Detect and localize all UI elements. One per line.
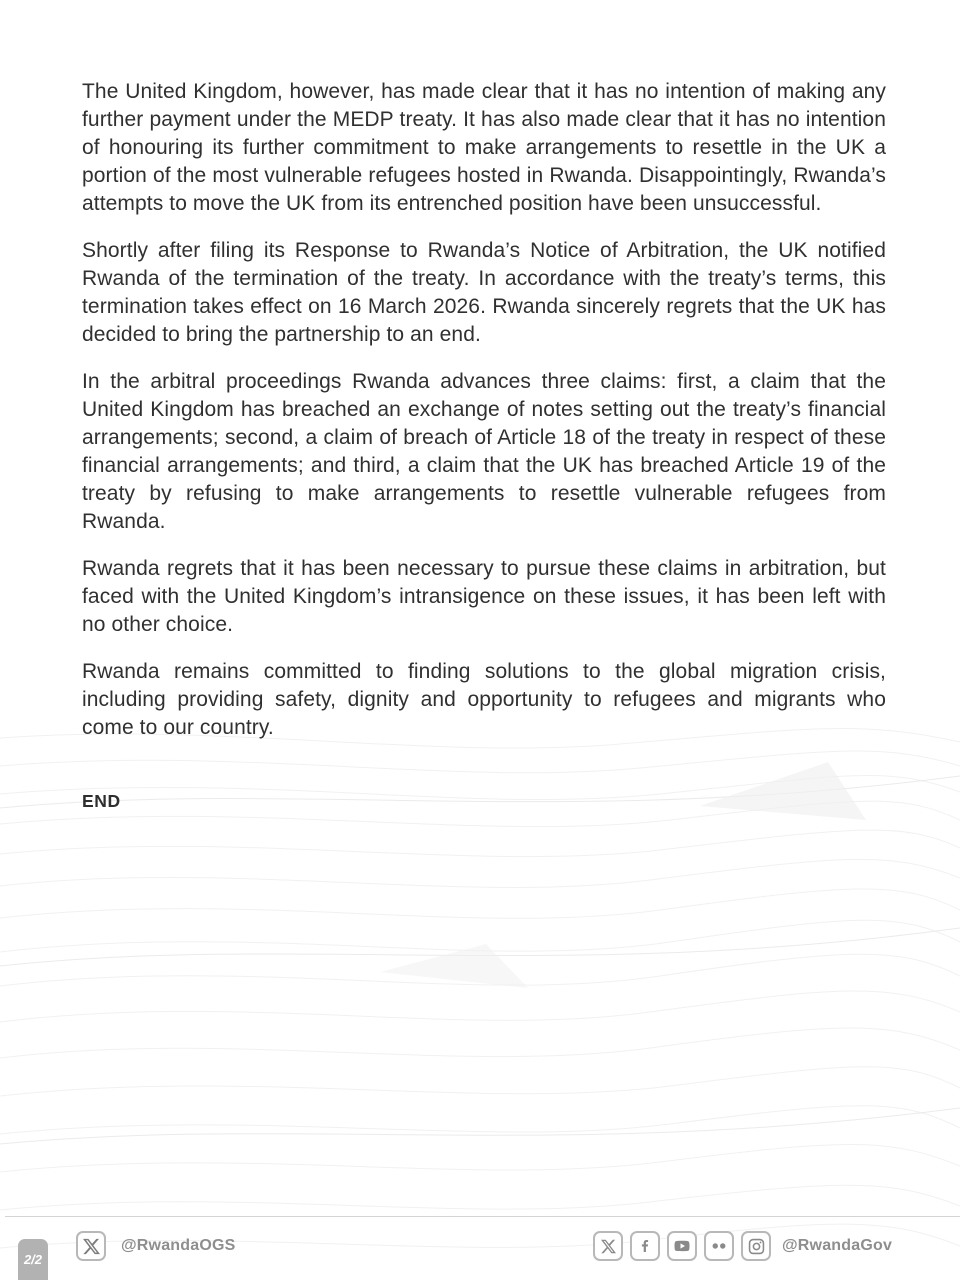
x-twitter-icon[interactable] bbox=[76, 1231, 106, 1261]
body-paragraph: Rwanda remains committed to finding solutions to the global migration crisis, including providing safety, dignity and opportunity to refugees and migrants who come to our country. bbox=[82, 660, 886, 739]
instagram-icon[interactable] bbox=[741, 1231, 771, 1261]
flickr-icon[interactable] bbox=[704, 1231, 734, 1261]
footer-social-right bbox=[593, 1230, 892, 1262]
page-number-badge: 2/2 bbox=[18, 1239, 48, 1280]
x-twitter-glyph bbox=[601, 1239, 616, 1254]
body-paragraph: The United Kingdom, however, has made clear that it has no intention of making any further payment under the MEDP treaty. It has also made clear that it has no intention of honouring its further commitment to make arrangements to resettle in the UK a portion of the most vulnerable refugees hosted in Rwanda. Disappointingly, Rwanda’s attempts to move the UK from its entrenched position have been unsuccessful. bbox=[82, 80, 886, 215]
youtube-icon[interactable] bbox=[667, 1231, 697, 1261]
x-twitter-glyph bbox=[83, 1238, 100, 1255]
footer-divider bbox=[5, 1216, 960, 1217]
social-handle-rwandaogs[interactable]: @RwandaOGS bbox=[121, 1237, 236, 1254]
social-handle-rwandagov[interactable]: @RwandaGov bbox=[782, 1237, 893, 1254]
x-twitter-icon[interactable] bbox=[593, 1231, 623, 1261]
body-paragraph: Rwanda regrets that it has been necessary to pursue these claims in arbitration, but faced with the United Kingdom’s intransigence on these issues, it has been left with no other choice. bbox=[82, 557, 886, 636]
youtube-glyph bbox=[673, 1237, 691, 1255]
body-paragraph: In the arbitral proceedings Rwanda advances three claims: first, a claim that the United Kingdom has breached an exchange of notes setting out the treaty’s financial arrangements; second, a claim of breach of Article 18 of the treaty in respect of these financial arrangements; and third, a claim that the UK has breached Article 19 of the treaty by refusing to make arrangements to resettle vulnerable refugees from Rwanda. bbox=[82, 370, 886, 533]
footer-social-left bbox=[76, 1230, 236, 1262]
body-paragraph: Shortly after filing its Response to Rwanda’s Notice of Arbitration, the UK notified Rwanda of the termination of the treaty. In accordance with the treaty’s terms, this termination takes effect on 16 March 2026. Rwanda sincerely regrets that the UK has decided to bring the partnership to an end. bbox=[82, 239, 886, 346]
end-marker: END bbox=[82, 791, 121, 811]
document-body bbox=[82, 78, 886, 812]
flickr-glyph bbox=[710, 1237, 728, 1255]
facebook-glyph bbox=[637, 1238, 653, 1254]
facebook-icon[interactable] bbox=[630, 1231, 660, 1261]
instagram-glyph bbox=[748, 1238, 765, 1255]
